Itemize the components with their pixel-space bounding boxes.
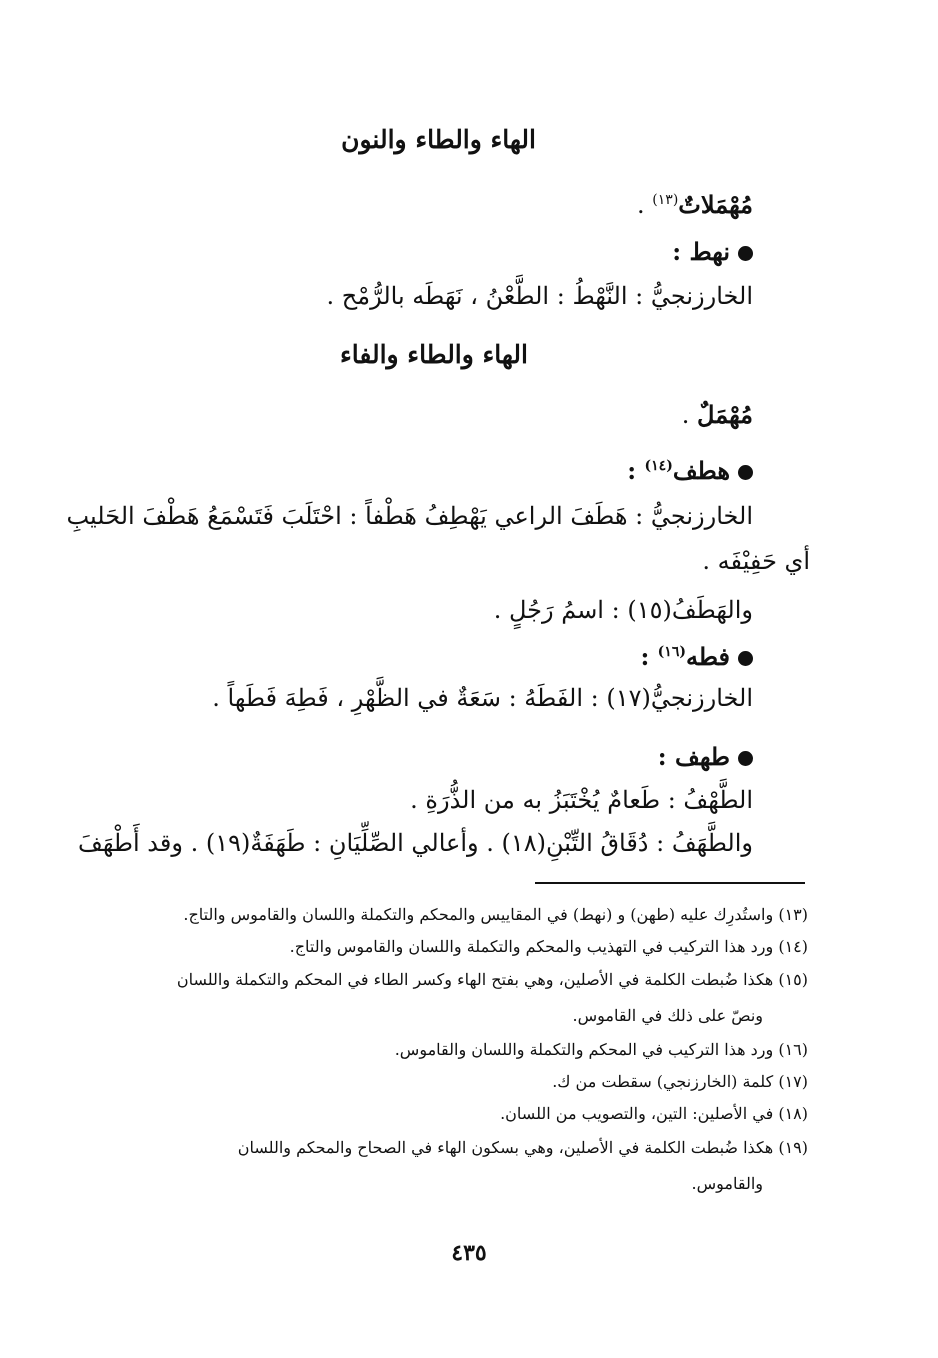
root-word: طهف <box>674 742 730 771</box>
status-word: مُهْمَلٌ <box>697 400 753 429</box>
footnote <box>238 1138 808 1157</box>
footnote-text: في الأصلين: التين، والتصويب من اللسان. <box>500 1104 774 1123</box>
bullet-icon <box>738 246 753 261</box>
entry-text-line: والهَطَفُ(١٥) : اسمُ رَجُلٍ . <box>493 596 753 624</box>
footnote-text: هكذا ضُبطت الكلمة في الأصلين، وهي بسكون الهاء في الصحاح والمحكم واللسان <box>237 1138 774 1157</box>
bullet-icon <box>738 651 753 666</box>
page-number: ٤٣٥ <box>451 1240 487 1266</box>
footnote-number: (١٦) <box>778 1040 808 1059</box>
footnote-number: (١٧) <box>778 1072 808 1091</box>
footnote <box>290 937 808 956</box>
footnote-number: (١٣) <box>778 905 808 924</box>
entry-text-line: أي حَفِيْفَه . <box>702 547 810 575</box>
entry-text-line: الخارزنجيُّ : النَّهْطُ : الطَّعْنُ ، نَهَطَه بالرُّمْح . <box>326 282 753 310</box>
bullet-icon <box>738 465 753 480</box>
footnote-text: هكذا ضُبطت الكلمة في الأصلين، وهي بفتح الهاء وكسر الطاء في المحكم والتكملة واللسان <box>176 970 774 989</box>
footnote-number: (١٤) <box>778 937 808 956</box>
entry-text-line: الخارزنجيُّ(١٧) : الفَطَهُ : سَعَةٌ في الظَّهْرِ ، فَطِهَ فَطَهاً . <box>212 684 753 712</box>
footnote-ref: (١٣) <box>652 192 679 208</box>
footnote <box>177 970 808 989</box>
footnote-separator <box>535 882 805 884</box>
footnote-ref: (١٤) <box>644 458 673 474</box>
root-word: نهط <box>689 237 730 266</box>
status-line <box>637 190 753 219</box>
footnote-text: كلمة (الخارزنجي) سقطت من ك. <box>552 1072 774 1091</box>
footnote-number: (١٩) <box>778 1138 808 1157</box>
status-end: . <box>637 191 653 219</box>
status-word: مُهْمَلاتٌ <box>678 190 753 219</box>
footnote-continuation: ونصّ على ذلك في القاموس. <box>572 1006 763 1025</box>
footnote <box>500 1104 808 1123</box>
entry-root-line: هطف$^{(١٤)}$ : <box>627 456 753 485</box>
status-end: . <box>681 401 698 429</box>
footnote-number: (١٥) <box>778 970 808 989</box>
footnote <box>552 1072 808 1091</box>
footnote-ref: (١٦) <box>657 644 686 660</box>
entry-root-line: فطه$^{(١٦)}$ : <box>640 642 753 671</box>
footnote-text: ورد هذا التركيب في المحكم والتكملة واللسان والقاموس. <box>394 1040 774 1059</box>
footnote-text: ورد هذا التركيب في التهذيب والمحكم والتكملة واللسان والقاموس والتاج. <box>289 937 774 956</box>
entry-text-line: الطَّهْفُ : طَعامٌ يُخْتَبَزُ به من الذُّرَةِ . <box>410 786 753 814</box>
root-word: فطه <box>685 642 730 671</box>
root-word: هطف <box>672 456 730 485</box>
entry-root-line: طهف : <box>658 742 753 771</box>
footnote-text: واستُدرِك عليه (طهن) و (نهط) في المقاييس والمحكم والتكملة واللسان والقاموس والتاج. <box>183 905 774 924</box>
footnote <box>183 905 808 924</box>
bullet-icon <box>738 751 753 766</box>
footnote <box>395 1040 808 1059</box>
entry-text-line: الخارزنجيُّ : هَطَفَ الراعي يَهْطِفُ هَطْفاً : احْتَلَبَ فَتَسْمَعُ هَطْفَ الحَليبِ <box>66 502 753 530</box>
entry-text-line: والطَّهَفُ : دُقَاقُ التِّبْنِ(١٨) . وأعالي الصِّلِّيَانِ : طَهَفَةٌ(١٩) . وقد أَطْهَفَ <box>78 829 753 857</box>
section-heading: الهاء والطاء والنون <box>341 125 536 154</box>
footnote-number: (١٨) <box>778 1104 808 1123</box>
footnote-continuation: والقاموس. <box>691 1174 763 1193</box>
entry-root-line: نهط : <box>672 237 753 266</box>
section-heading: الهاء والطاء والفاء <box>339 340 528 369</box>
status-line <box>682 400 753 429</box>
